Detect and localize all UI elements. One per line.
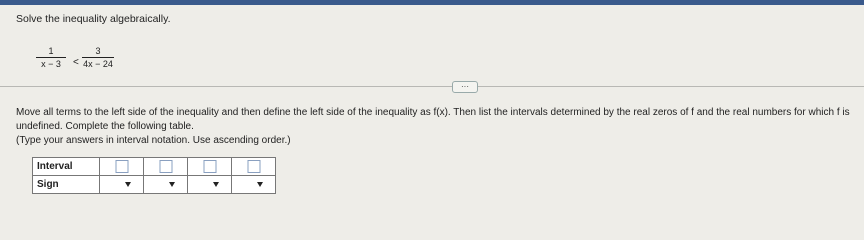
top-bar: [0, 0, 864, 5]
interval-input-2[interactable]: [159, 160, 172, 173]
fraction-bar: [36, 57, 66, 58]
instruction-line-1: Move all terms to the left side of the inequality and then define the left side of the inequality as f(x). Then list the intervals determined by the real zeros of f and the real numbers for which f is: [16, 107, 850, 118]
sign-select-3[interactable]: [188, 176, 232, 194]
sign-row: [33, 176, 276, 194]
left-denominator: x − 3: [41, 59, 61, 69]
expand-more-button[interactable]: ···: [452, 81, 478, 93]
instruction-line-3: (Type your answers in interval notation. Use ascending order.): [16, 135, 291, 146]
interval-input-1[interactable]: [115, 160, 128, 173]
sign-select-1[interactable]: [100, 176, 144, 194]
dropdown-arrow-icon: [169, 182, 175, 187]
interval-row: [33, 158, 276, 176]
instruction-line-2: undefined. Complete the following table.: [16, 121, 194, 132]
sign-select-2[interactable]: [144, 176, 188, 194]
interval-cell-1[interactable]: [100, 158, 144, 176]
sign-select-4[interactable]: [232, 176, 276, 194]
dropdown-arrow-icon: [213, 182, 219, 187]
dropdown-arrow-icon: [125, 182, 131, 187]
inequality-symbol: <: [73, 57, 79, 68]
left-fraction: [36, 46, 66, 69]
interval-cell-2[interactable]: [144, 158, 188, 176]
dropdown-arrow-icon: [257, 182, 263, 187]
interval-cell-3[interactable]: [188, 158, 232, 176]
interval-input-3[interactable]: [203, 160, 216, 173]
section-divider: [0, 86, 864, 87]
left-numerator: 1: [48, 46, 54, 56]
answer-table: [32, 157, 276, 194]
interval-label: Interval: [33, 158, 100, 176]
interval-cell-4[interactable]: [232, 158, 276, 176]
right-denominator: 4x − 24: [83, 59, 113, 69]
sign-label: Sign: [33, 176, 100, 194]
question-prompt: Solve the inequality algebraically.: [16, 13, 171, 25]
interval-input-4[interactable]: [247, 160, 260, 173]
right-numerator: 3: [95, 46, 101, 56]
right-fraction: [82, 46, 114, 69]
fraction-bar: [82, 57, 114, 58]
